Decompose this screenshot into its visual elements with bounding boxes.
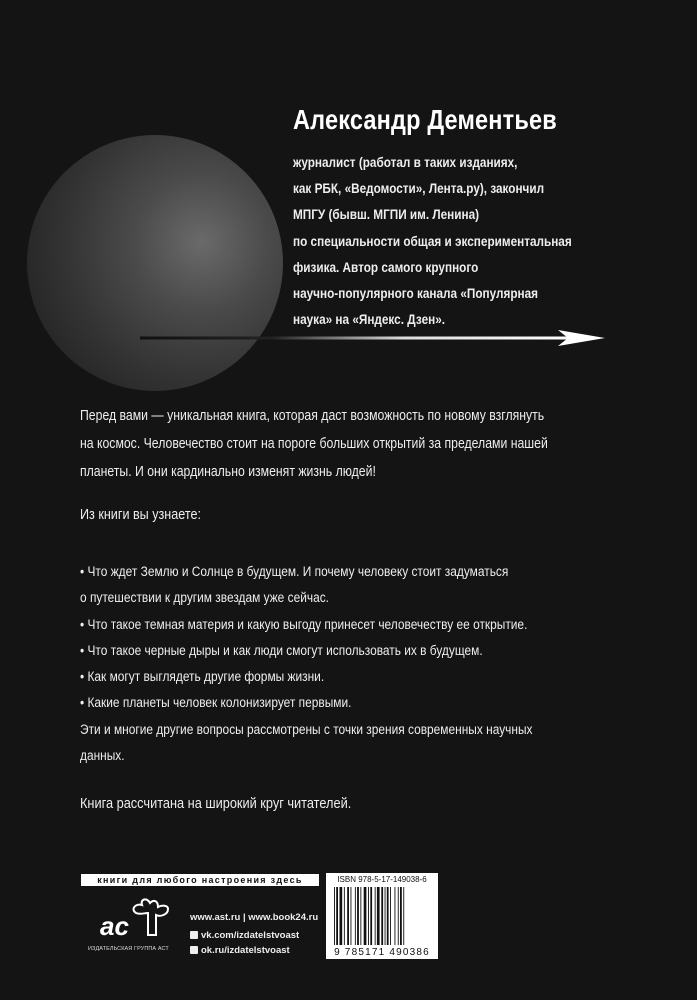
barcode-bar bbox=[340, 887, 343, 945]
bullet-line: о путешествии к другим звездам уже сейчас. bbox=[80, 590, 329, 607]
bullet-line: • Что такое темная материя и какую выгоду принесет человечеству ее открытие. bbox=[80, 616, 528, 633]
vk-link-text: vk.com/izdatelstvoast bbox=[201, 930, 300, 941]
barcode-bar bbox=[364, 887, 367, 945]
audience-note: Книга рассчитана на широкий круг читателей. bbox=[80, 795, 352, 812]
bullet-line: • Как могут выглядеть другие формы жизни. bbox=[80, 669, 325, 686]
intro-paragraph bbox=[80, 402, 548, 486]
bullet-line: • Что ждет Землю и Солнце в будущем. И почему человеку стоит задуматься bbox=[80, 564, 509, 580]
intro-line: на космос. Человечество стоит на пороге больших открытий за пределами нашей bbox=[80, 436, 548, 452]
vk-link[interactable] bbox=[190, 930, 318, 941]
barcode-bar bbox=[375, 887, 376, 945]
bio-line: по специальности общая и экспериментальная bbox=[293, 232, 572, 249]
barcode-bar bbox=[395, 887, 396, 945]
logo-caption: ИЗДАТЕЛЬСКАЯ ГРУППА АСТ bbox=[88, 946, 169, 952]
bio-line: МПГУ (бывш. МГПИ им. Ленина) bbox=[293, 206, 480, 223]
bullet-line: • Какие планеты человек колонизирует первыми. bbox=[80, 695, 352, 712]
barcode bbox=[326, 873, 438, 959]
learn-heading: Из книги вы узнаете: bbox=[80, 506, 201, 523]
barcode-bar bbox=[347, 887, 349, 945]
isbn-text: ISBN 978-5-17-149038-6 bbox=[337, 875, 427, 884]
bio-line: журналист (работал в таких изданиях, bbox=[293, 154, 518, 170]
bullet-list bbox=[80, 559, 532, 769]
vk-icon bbox=[190, 931, 198, 939]
intro-line: планеты. И они кардинально изменят жизнь людей! bbox=[80, 464, 376, 480]
ean-number: 9 785171 490386 bbox=[328, 947, 436, 958]
barcode-bar bbox=[334, 887, 335, 945]
publisher-slogan: книги для любого настроения здесь bbox=[81, 874, 319, 886]
author-bio bbox=[293, 149, 572, 332]
barcode-bar bbox=[360, 887, 361, 945]
ok-link-text: ok.ru/izdatelstvoast bbox=[201, 945, 290, 956]
bullet-line: • Что такое черные дыры и как люди смогут использовать их в будущем. bbox=[80, 642, 483, 659]
barcode-bar bbox=[336, 887, 338, 945]
barcode-bar bbox=[368, 887, 369, 945]
ok-icon bbox=[190, 946, 198, 954]
intro-line: Перед вами — уникальная книга, которая даст возможность по новому взглянуть bbox=[80, 408, 545, 424]
website-links[interactable]: www.ast.ru | www.book24.ru bbox=[190, 912, 319, 923]
bio-line: наука» на «Яндекс. Дзен». bbox=[293, 311, 446, 328]
barcode-bar bbox=[385, 887, 386, 945]
barcode-bar bbox=[403, 887, 404, 945]
barcode-bar bbox=[344, 887, 345, 945]
barcode-bar bbox=[398, 887, 399, 945]
planet-illustration bbox=[27, 135, 283, 391]
svg-text:ac: ac bbox=[100, 911, 129, 941]
barcode-bar bbox=[370, 887, 372, 945]
barcode-bar bbox=[351, 887, 352, 945]
publisher-links bbox=[190, 912, 318, 960]
bio-line: физика. Автор самого крупного bbox=[293, 258, 479, 275]
author-name: Александр Дементьев bbox=[293, 104, 557, 135]
bio-line: научно-популярного канала «Популярная bbox=[293, 285, 539, 302]
barcode-bar bbox=[355, 887, 356, 945]
bullet-line: данных. bbox=[80, 748, 125, 765]
barcode-bar bbox=[400, 887, 402, 945]
barcode-bar bbox=[357, 887, 359, 945]
barcode-bars bbox=[334, 887, 432, 945]
barcode-bar bbox=[381, 887, 383, 945]
barcode-bar bbox=[387, 887, 389, 945]
bullet-line: Эти и многие другие вопросы рассмотрены с точки зрения современных научных bbox=[80, 721, 533, 738]
barcode-bar bbox=[377, 887, 380, 945]
barcode-bar bbox=[390, 887, 391, 945]
bio-line: как РБК, «Ведомости», Лента.ру), закончил bbox=[293, 180, 545, 197]
ok-link[interactable] bbox=[190, 945, 318, 956]
